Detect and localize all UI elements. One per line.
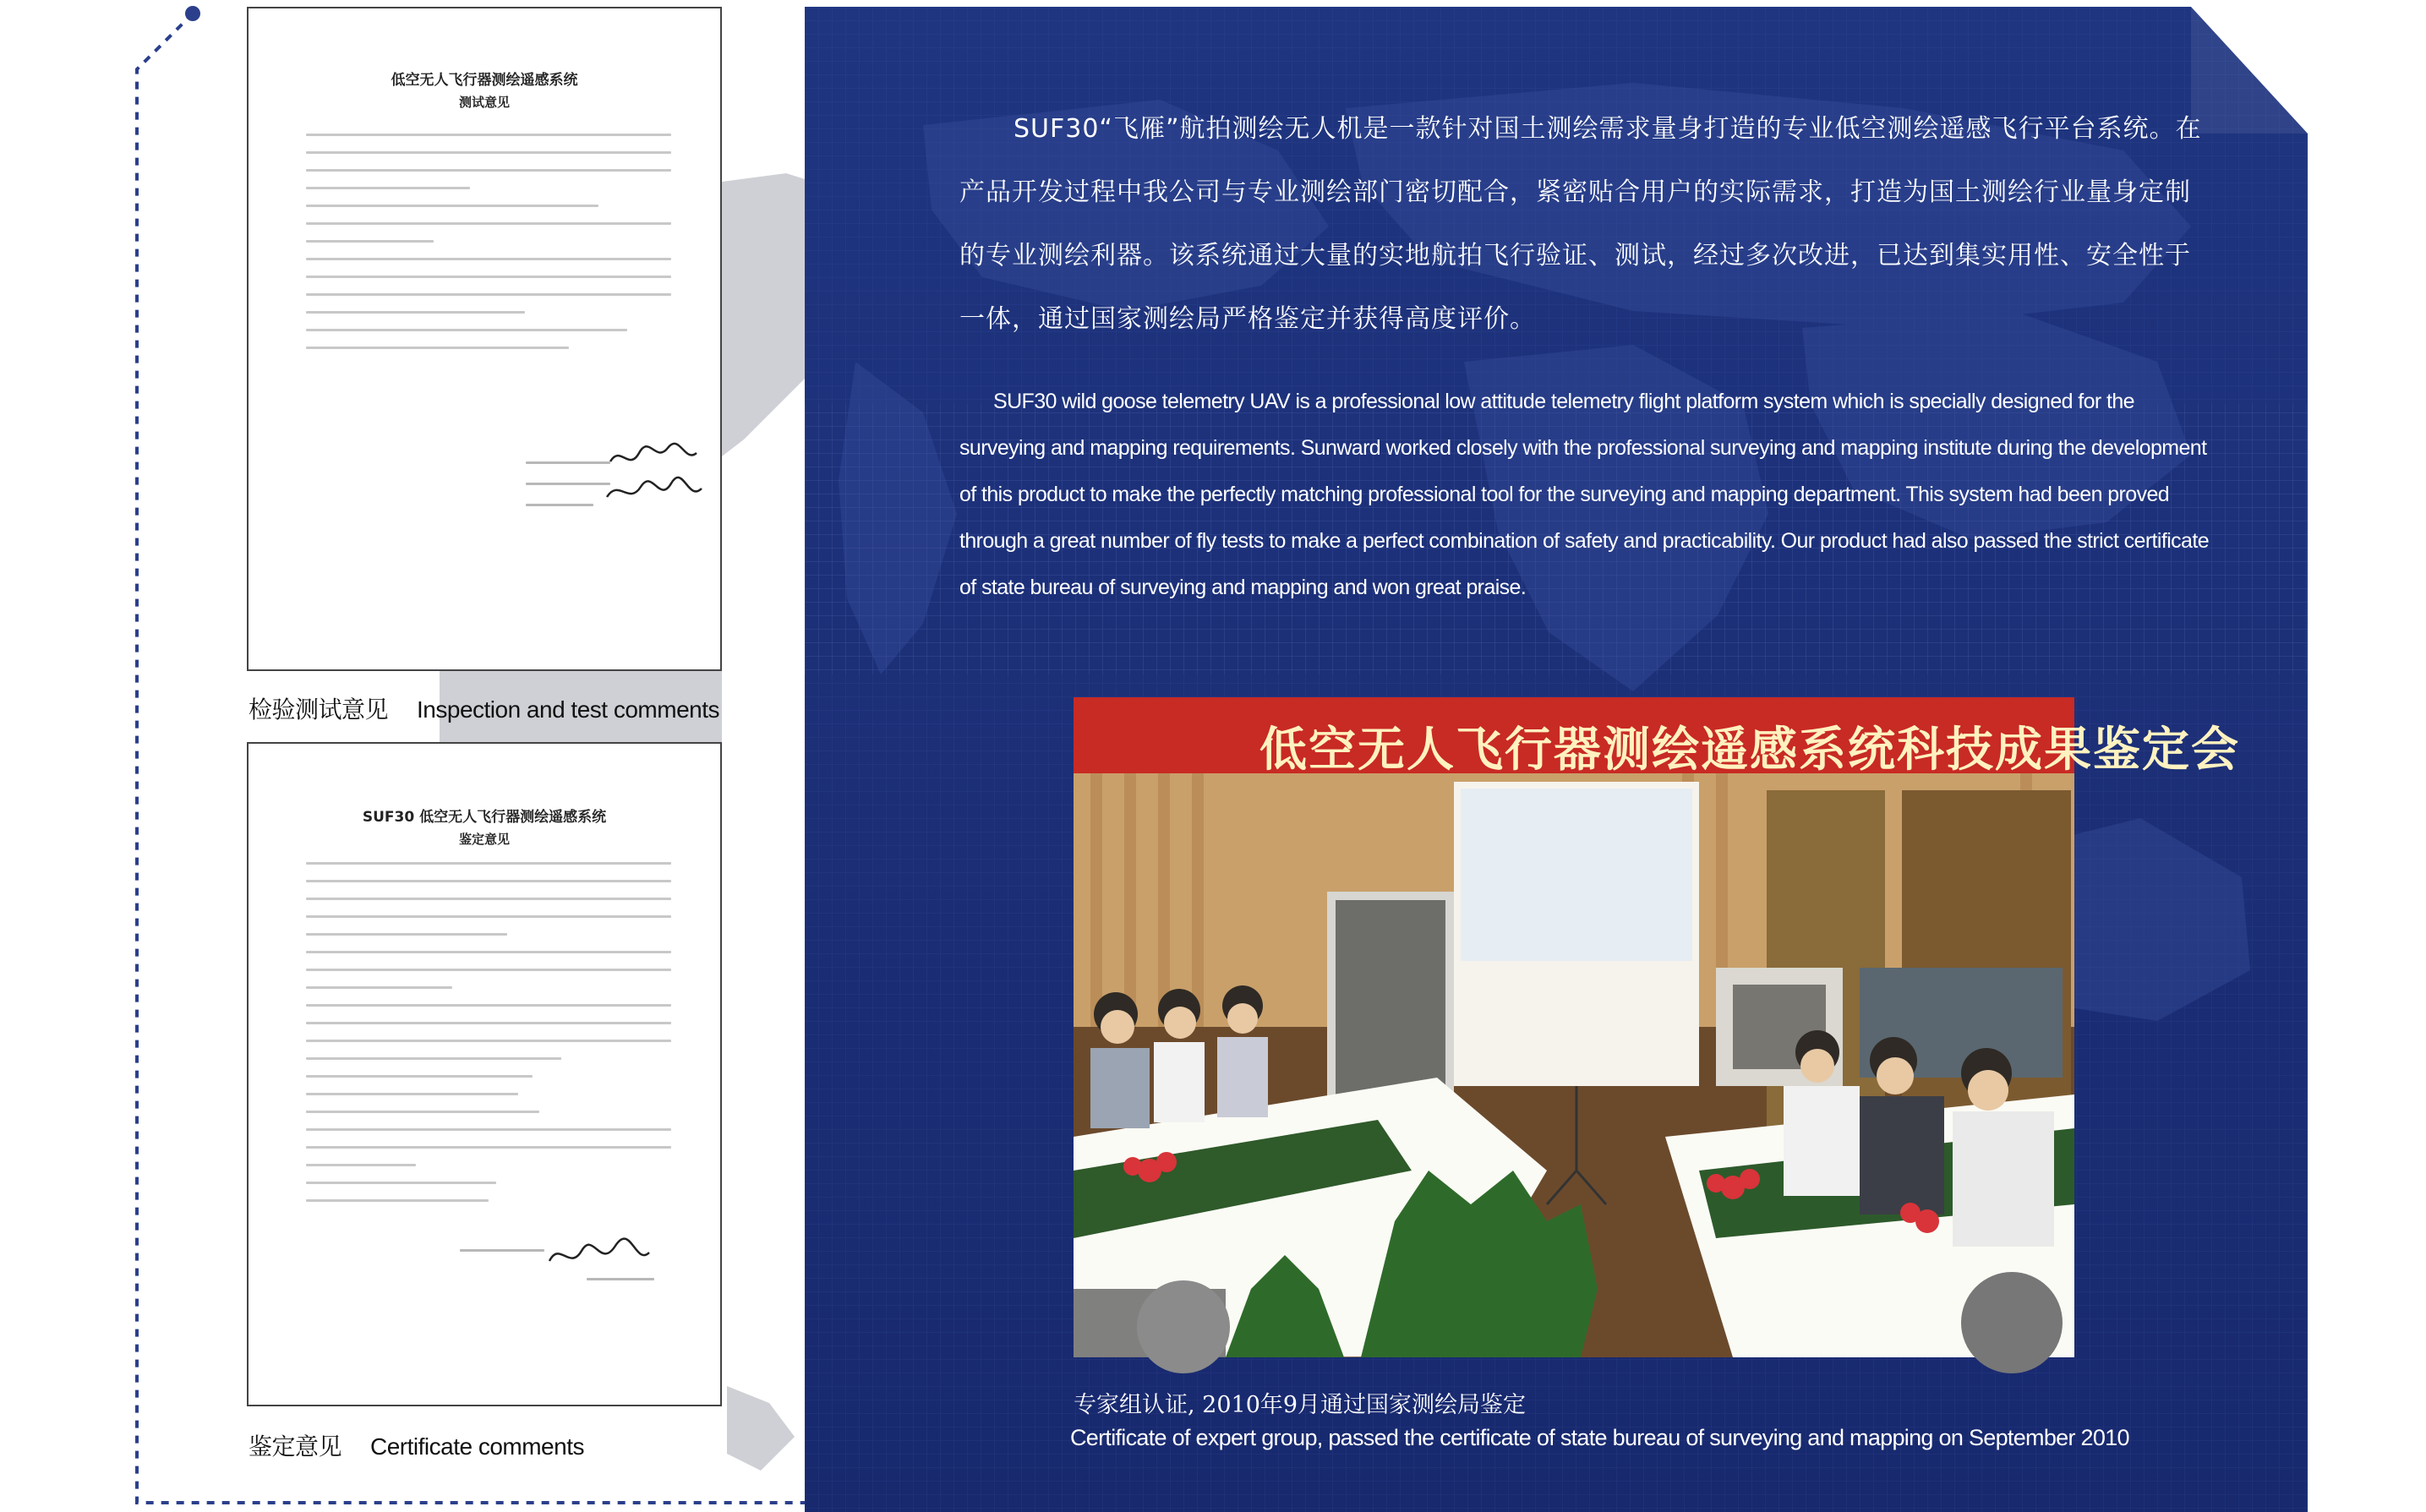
document-text-lines <box>306 134 671 364</box>
inspection-caption <box>249 691 719 725</box>
caption-en: Inspection and test comments <box>417 696 719 723</box>
certificate-document <box>247 742 722 1406</box>
meeting-scene <box>1074 697 2074 1357</box>
photo-caption-chinese: 专家组认证, 2010年9月通过国家测绘局鉴定 <box>1074 1392 1527 1418</box>
certificate-caption <box>249 1428 584 1462</box>
signature-block <box>460 1249 544 1270</box>
intro-text-chinese: SUF30“飞雁”航拍测绘无人机是一款针对国土测绘需求量身打造的专业低空测绘遥感飞行平台系统。在产品开发过程中我公司与专业测绘部门密切配合，紧密贴合用户的实际需求，打造为国土测绘行业量身定制的专业测绘利器。该系统通过大量的实地航拍飞行验证、测试，经过多次改进，已达到集实用性、安全性于一体，通过国家测绘局严格鉴定并获得高度评价。 <box>959 114 2202 334</box>
document-text-lines <box>306 862 671 1217</box>
caption-zh: 鉴定意见 <box>249 1433 342 1460</box>
handwritten-signature <box>544 1232 654 1283</box>
signature-block <box>526 461 610 525</box>
meeting-photo <box>1074 697 2240 1357</box>
photo-caption-english: Certificate of expert group, passed the certificate of state bureau of surveying and mapping on September 2010 <box>1070 1425 2129 1450</box>
meeting-banner: 低空无人飞行器测绘遥感系统科技成果鉴定会 <box>1259 723 2240 778</box>
caption-en: Certificate comments <box>370 1433 584 1460</box>
document-title: 低空无人飞行器测绘遥感系统 <box>391 72 578 89</box>
intro-text-english: SUF30 wild goose telemetry UAV is a professional low attitude telemetry flight platform system which is specially designed for the surveying and mapping requirements. Sunward worked closely with the professional surveying and mapping institute during the development of this product to make the perfectly matching professional tool for the surveying and mapping department. This system had been proved through a great number of fly tests to make a perfect combination of safety and practicability. Our product had also passed the strict certificate of state bureau of surveying and mapping and won great praise. <box>959 390 2210 599</box>
caption-zh: 检验测试意见 <box>249 696 389 723</box>
date-line <box>587 1278 654 1299</box>
inspection-document <box>247 7 722 671</box>
document-title: SUF30 低空无人飞行器测绘遥感系统 <box>362 809 607 826</box>
document-subtitle: 鉴定意见 <box>458 832 510 847</box>
document-subtitle: 测试意见 <box>458 95 510 110</box>
handwritten-signature <box>604 438 705 514</box>
